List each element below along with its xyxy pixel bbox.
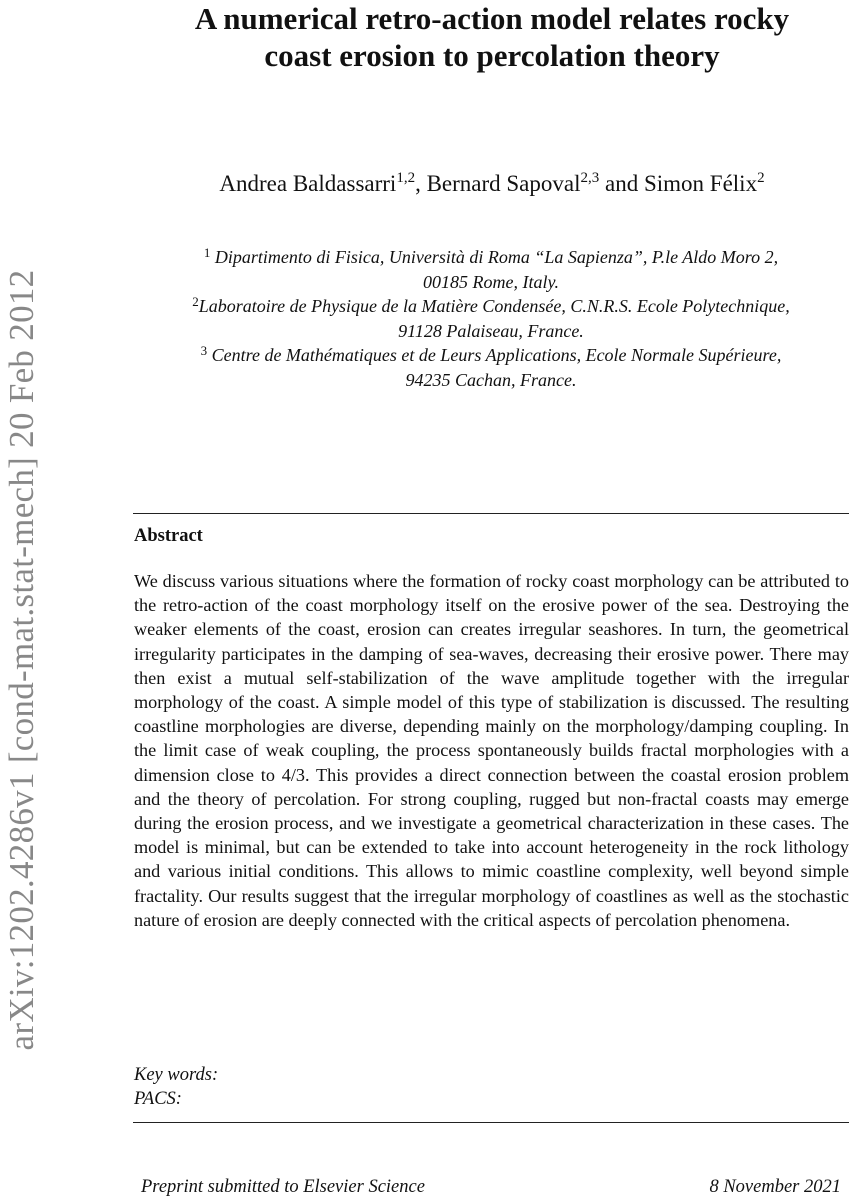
arxiv-identifier-stamp: arXiv:1202.4286v1 [cond-mat.stat-mech] 20 Feb 2012 [2,269,41,1051]
title-line-1: A numerical retro-action model relates rocky [194,1,790,36]
author-name: Simon Félix [643,171,758,196]
affiliation-list [133,245,849,392]
affiliation-3-line-2: 94235 Cachan, France. [405,369,577,390]
author-affiliation-marker: 2 [757,170,765,186]
abstract-heading: Abstract [134,526,203,546]
affiliation-number: 3 [200,343,208,358]
preprint-note: Preprint submitted to Elsevier Science [141,1177,425,1197]
title-line-2: coast erosion to percolation theory [264,38,720,73]
affiliation-1-line-2: 00185 Rome, Italy. [423,271,559,292]
abstract-bottom-rule [133,1122,849,1123]
author-separator: and [599,171,644,196]
affiliation-2-line-2: 91128 Palaiseau, France. [398,320,584,341]
author-name: Bernard Sapoval [426,171,581,196]
affiliation-3-line-1: $^3$ Centre de Mathématiques et de Leurs Applications, Ecole Normale Supérieure, [200,343,782,365]
author-affiliation-marker: 2,3 [580,170,600,186]
paper-title [135,0,849,74]
affiliation-number: 2 [192,294,199,309]
affiliation-1-line-1: $^1$ Dipartimento di Fisica, Università di Roma “La Sapienza”, P.le Aldo Moro 2, [203,245,779,267]
keywords-block [134,1063,218,1111]
keywords-label: Key words: [134,1065,219,1085]
author-affiliation-marker: 1,2 [396,170,416,186]
pacs-label: PACS: [134,1089,182,1109]
affiliation-number: 1 [203,245,211,260]
author-list [135,171,849,197]
page-footer [141,1177,841,1198]
abstract-body: We discuss various situations where the formation of rocky coast morphology can be attributed to the retro-action of the coast morphology itself on the erosive power of the sea. Destroying the weaker elements of the coast, erosion can creates irregular seashores. In turn, the geometrical irregularity participates in the damping of sea-waves, decreasing their erosive power. There may then exist a mutual self-stabilization of the wave amplitude together with the irregular morphology of the coast. A simple model of this type of stabilization is discussed. The resulting coastline morphologies are diverse, depending mainly on the morphology/damping coupling. In the limit case of weak coupling, the process spontaneously builds fractal morphologies with a dimension close to 4/3. This provides a direct connection between the coastal erosion problem and the theory of percolation. For strong coupling, rugged but non-fractal coasts may emerge during the erosion process, and we investigate a geometrical characterization in these cases. The model is minimal, but can be extended to take into account heterogeneity in the rock lithology and various initial conditions. This allows to mimic coastline complexity, well beyond simple fractality. Our results suggest that the irregular morphology of coastlines as well as the stochastic nature of erosion are deeply connected with the critical aspects of percolation phenomena. [134,571,849,930]
footer-date: 8 November 2021 [709,1177,841,1197]
author-separator: , [415,171,427,196]
author-name: Andrea Baldassarri [219,171,397,196]
abstract-top-rule [133,513,849,514]
affiliation-2-line-1: $^2$Laboratoire de Physique de la Matière Condensée, C.N.R.S. Ecole Polytechnique, [192,294,790,316]
